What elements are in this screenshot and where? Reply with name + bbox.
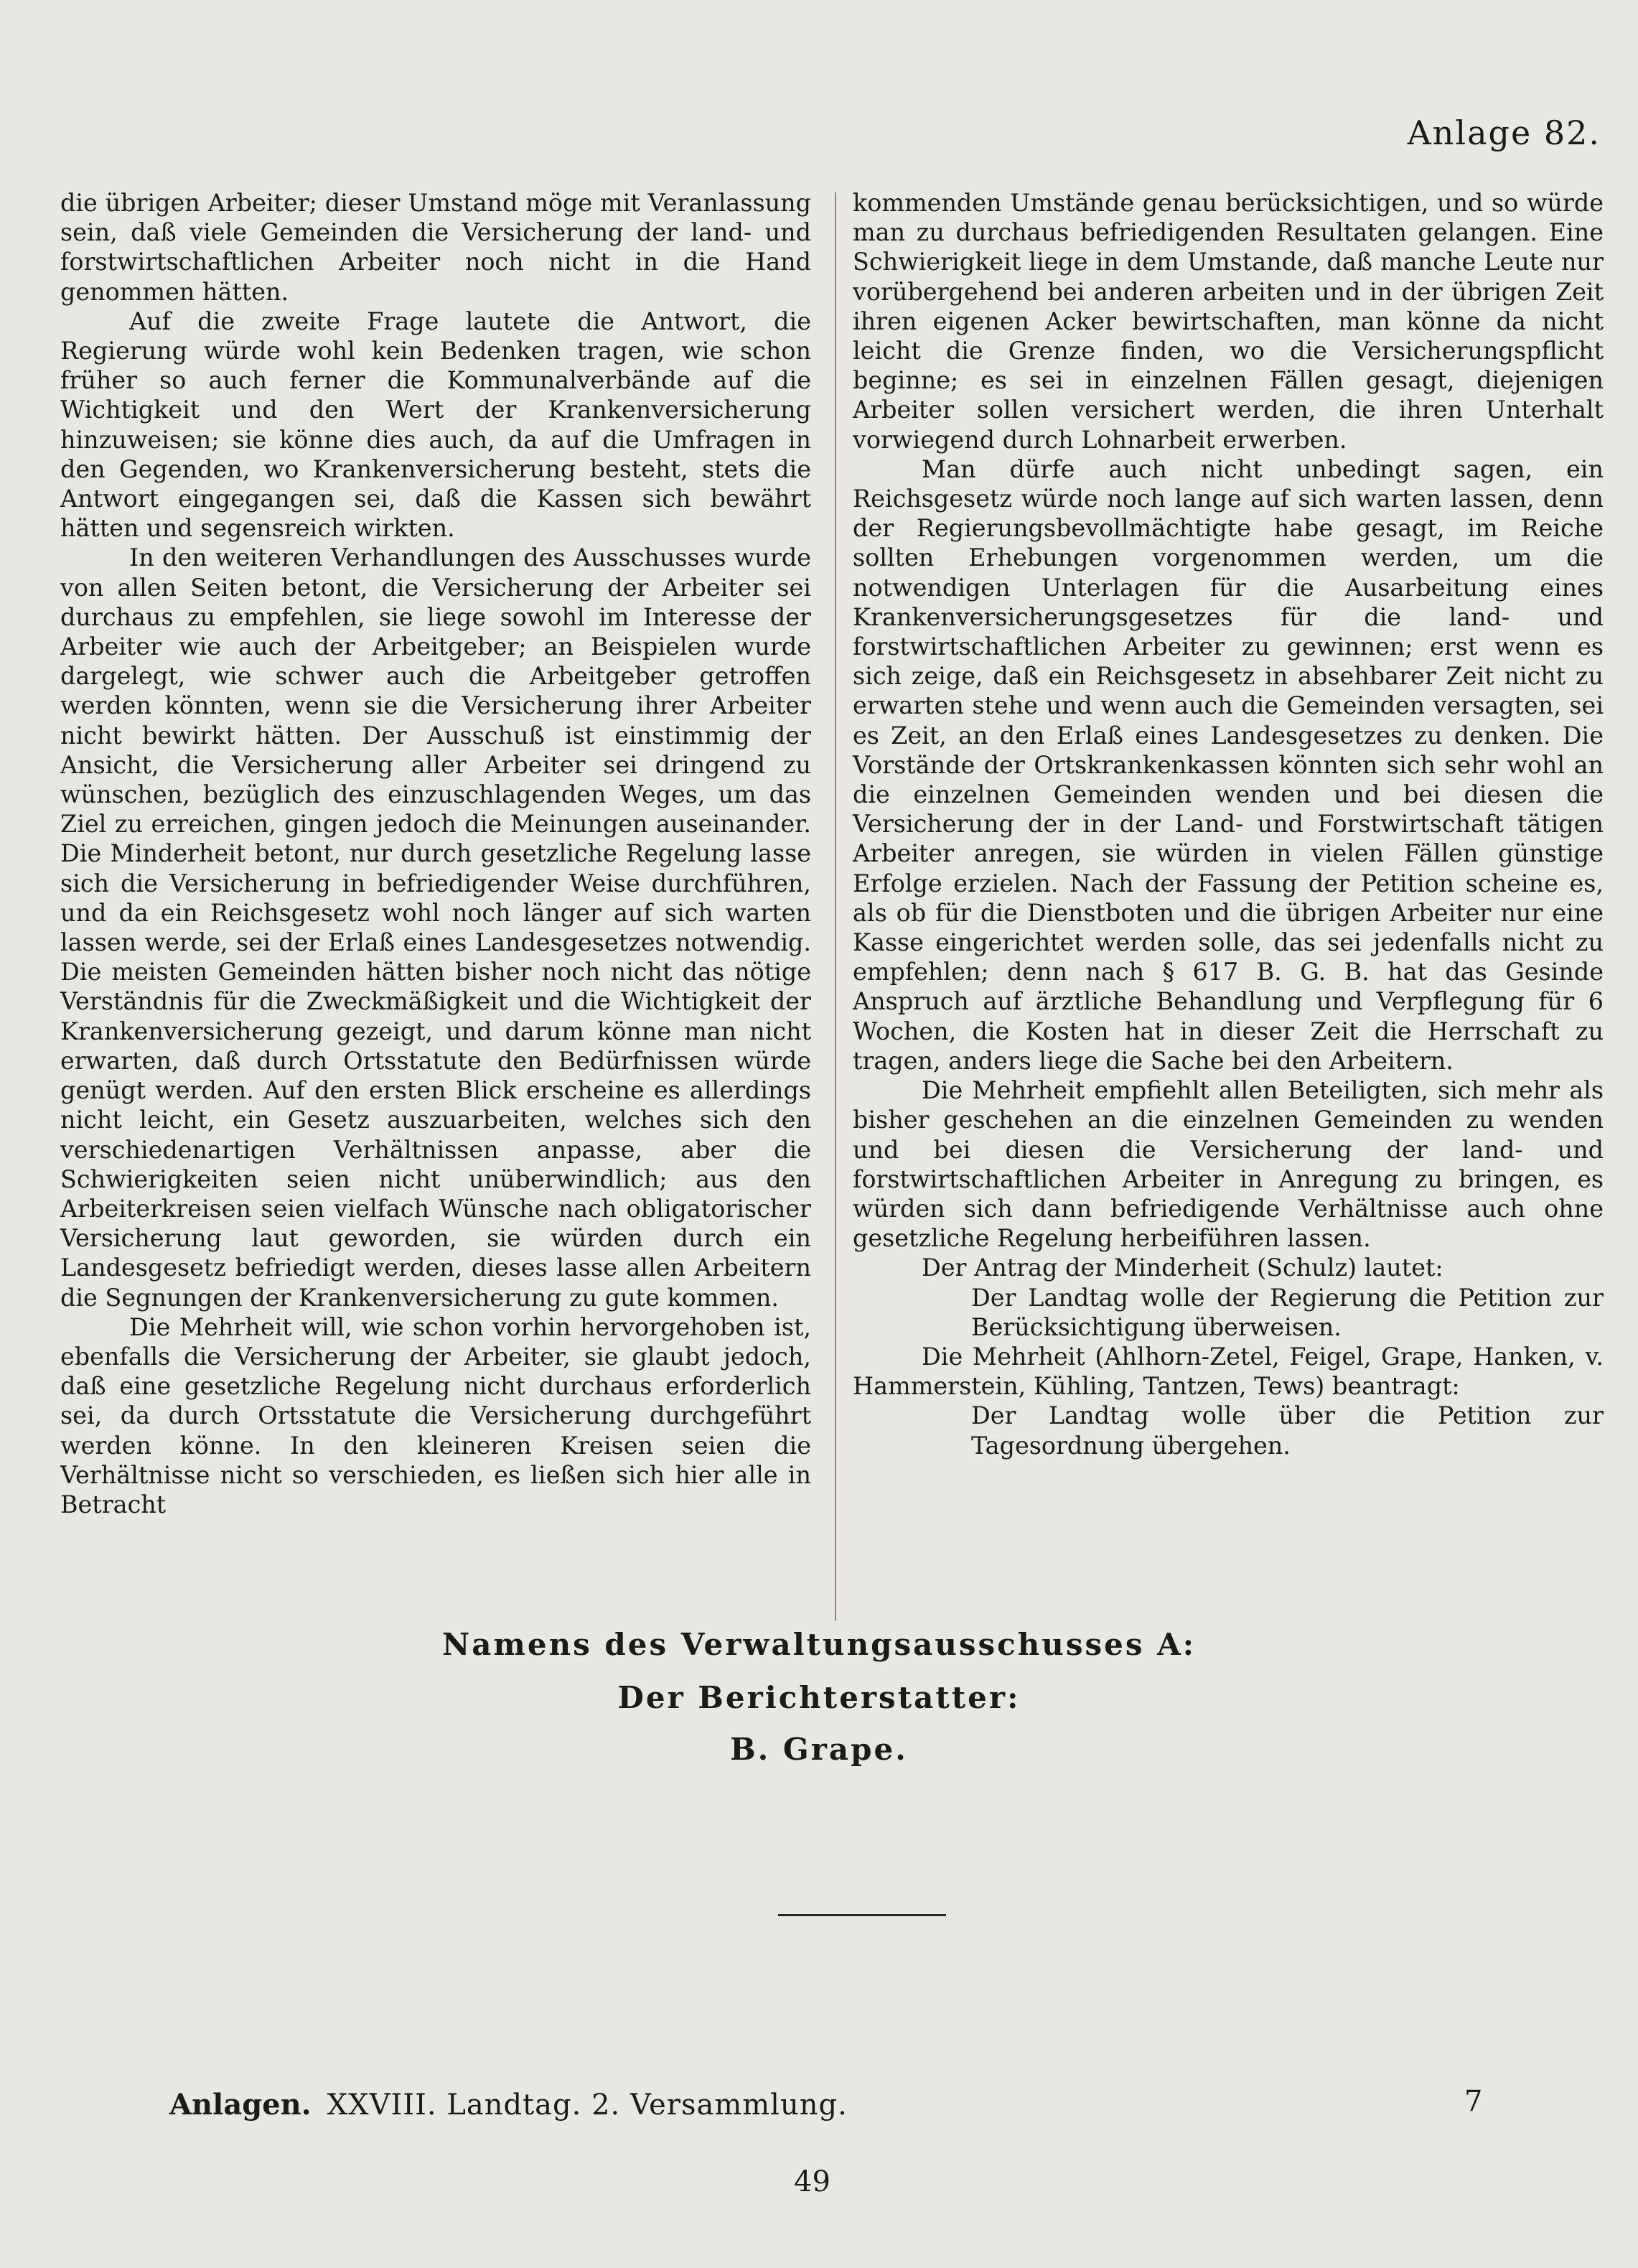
- paragraph: die übrigen Arbeiter; dieser Umstand möge mit Veranlassung sein, daß viele Gemeinden die Versicherung der land- und forstwirtschaftlichen Arbeiter noch nicht in die Hand genommen hätten.: [60, 189, 811, 306]
- footer-label: Anlagen.: [169, 2088, 312, 2122]
- majority-intro: Die Mehrheit (Ahlhorn-Zetel, Feigel, Grape, Hanken, v. Hammerstein, Kühling, Tantzen, Tews) beantragt:: [853, 1342, 1604, 1401]
- end-rule: [778, 1914, 946, 1916]
- paragraph: Man dürfe auch nicht unbedingt sagen, ein Reichsgesetz würde noch lange auf sich warten lassen, denn der Regierungsbevollmächtigte habe gesagt, im Reiche sollten Erhebungen vorgenommen werden, um die notwendigen Unterlagen für die Ausarbeitung eines Krankenversicherungsgesetzes für die land- und forstwirtschaftlichen Arbeiter zu gewinnen; erst wenn es sich zeige, daß ein Reichsgesetz in absehbarer Zeit nicht zu erwarten stehe und wenn auch die Gemeinden versagten, sei es Zeit, an den Erlaß eines Landesgesetzes zu denken. Die Vorstände der Ortskrankenkassen könnten sich sehr wohl an die einzelnen Gemeinden wenden und bei diesen die Versicherung der in der Land- und Forstwirtschaft tätigen Arbeiter anregen, sie würden in vielen Fällen günstige Erfolge erzielen. Nach der Fassung der Petition scheine es, als ob für die Dienstboten und die übrigen Arbeiter nur eine Kasse eingerichtet werden solle, das sei jedenfalls nicht zu empfehlen; denn nach § 617 B. G. B. hat das Gesinde Anspruch auf ärztliche Behandlung und Verpflegung für 6 Wochen, die Kosten hat in dieser Zeit die Herrschaft zu tragen, anders liege die Sache bei den Arbeitern.: [853, 454, 1604, 1075]
- paragraph: kommenden Umstände genau berücksichtigen, und so würde man zu durchaus befriedigenden Resultaten gelangen. Eine Schwierigkeit liege in dem Umstande, daß manche Leute nur vorübergehend bei anderen arbeiten und in der übrigen Zeit ihren eigenen Acker bewirtschaften, man könne da nicht leicht die Grenze finden, wo die Versicherungspflicht beginne; es sei in einzelnen Fällen gesagt, diejenigen Arbeiter sollen versichert werden, die ihren Unterhalt vorwiegend durch Lohnarbeit erwerben.: [853, 189, 1604, 454]
- signature-role: Der Berichterstatter:: [617, 1680, 1021, 1715]
- minority-motion: [853, 1283, 1604, 1342]
- signature-committee: Namens des Verwaltungsausschusses A:: [441, 1627, 1197, 1662]
- sheet-mark: 7: [1464, 2085, 1483, 2118]
- page-header: Anlage 82.: [1407, 113, 1601, 152]
- paragraph: Die Mehrheit will, wie schon vorhin hervorgehoben ist, ebenfalls die Versicherung der Arbeiter, sie glaubt jedoch, daß eine gesetzliche Regelung nicht durchaus erforderlich sei, da durch Ortsstatute die Versicherung durchgeführt werden könne. In den kleineren Kreisen seien die Verhältnisse nicht so verschieden, es ließen sich hier alle in Betracht: [60, 1312, 811, 1518]
- footer-imprint: [169, 2088, 848, 2122]
- paragraph: In den weiteren Verhandlungen des Ausschusses wurde von allen Seiten betont, die Versicherung der Arbeiter sei durchaus zu empfehlen, sie liege sowohl im Interesse der Arbeiter wie auch der Arbeitgeber; an Beispielen wurde dargelegt, wie schwer auch die Arbeitgeber getroffen werden könnten, wenn sie die Versicherung ihrer Arbeiter nicht bewirkt hätten. Der Ausschuß ist einstimmig der Ansicht, die Versicherung aller Arbeiter sei dringend zu wünschen, bezüglich des einzuschlagenden Weges, um das Ziel zu erreichen, gingen jedoch die Meinungen auseinander. Die Minderheit betont, nur durch gesetzliche Regelung lasse sich die Versicherung in befriedigender Weise durchführen, und da ein Reichsgesetz wohl noch länger auf sich warten lassen werde, sei der Erlaß eines Landesgesetzes notwendig. Die meisten Gemeinden hätten bisher noch nicht das nötige Verständnis für die Zweckmäßigkeit und die Wichtigkeit der Krankenversicherung gezeigt, und darum könne man nicht erwarten, daß durch Ortsstatute den Bedürfnissen würde genügt werden. Auf den ersten Blick erscheine es allerdings nicht leicht, ein Gesetz auszuarbeiten, welches sich den verschiedenartigen Verhältnissen anpasse, aber die Schwierigkeiten seien nicht unüberwindlich; aus den Arbeiterkreisen seien vielfach Wünsche nach obligatorischer Versicherung laut geworden, sie würden durch ein Landesgesetz befriedigt werden, dieses lasse allen Arbeitern die Segnungen der Krankenversicherung zu gute kommen.: [60, 543, 811, 1312]
- paragraph: Der Antrag der Minderheit (Schulz) lautet:: [922, 1254, 1443, 1282]
- signature-name: B. Grape.: [730, 1732, 908, 1767]
- page-number: 49: [794, 2165, 830, 2198]
- column-divider: [835, 192, 836, 1621]
- paragraph: Die Mehrheit empfiehlt allen Beteiligten, sich mehr als bisher geschehen an die einzelnen Gemeinden zu wenden und bei diesen die Versicherung der land- und forstwirtschaftlichen Arbeiter in Anregung zu bringen, es würden sich dann befriedigende Verhältnisse auch ohne gesetzliche Regelung herbeiführen lassen.: [853, 1076, 1604, 1253]
- left-column: [60, 188, 811, 1519]
- right-column: [853, 188, 1604, 1460]
- motion-text: Der Landtag wolle über die Petition zur Tagesordnung übergehen.: [971, 1401, 1604, 1460]
- footer-text: XXVIII. Landtag. 2. Versammlung.: [327, 2089, 848, 2122]
- motion-text: Der Landtag wolle der Regierung die Petition zur Berücksichtigung überweisen.: [971, 1283, 1604, 1341]
- majority-motion: [853, 1401, 1604, 1460]
- paragraph: Auf die zweite Frage lautete die Antwort, die Regierung würde wohl kein Bedenken tragen, wie schon früher so auch ferner die Kommunalverbände auf die Wichtigkeit und den Wert der Krankenversicherung hinzuweisen; sie könne dies auch, da auf die Umfragen in den Gegenden, wo Krankenversicherung besteht, stets die Antwort eingegangen sei, daß die Kassen sich bewährt hätten und segensreich wirkten.: [60, 307, 811, 543]
